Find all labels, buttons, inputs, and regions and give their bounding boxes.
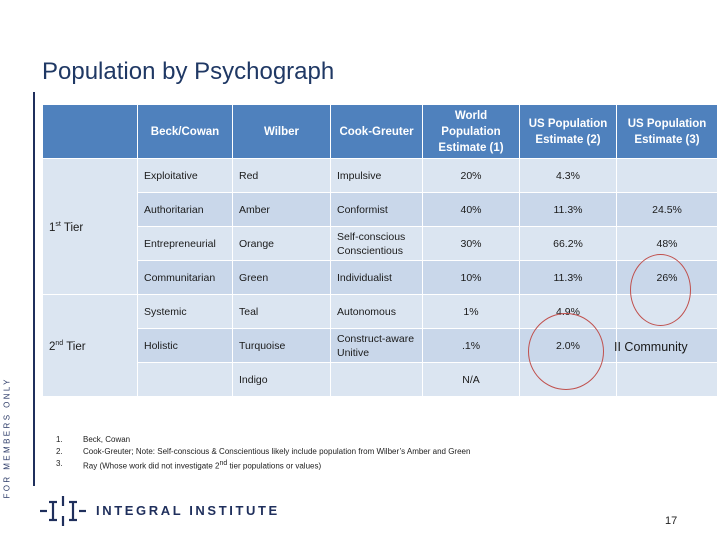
header-row [43, 105, 718, 159]
table-cell: Autonomous [331, 295, 423, 329]
table-row [43, 295, 718, 329]
table-cell: Amber [233, 193, 331, 227]
table-cell: Exploitative [138, 159, 233, 193]
table-cell [617, 159, 718, 193]
table-cell: Green [233, 261, 331, 295]
table-cell: Impulsive [331, 159, 423, 193]
footnote: 1. Beck, Cowan [56, 435, 131, 444]
table-cell: 11.3% [520, 261, 617, 295]
table-cell: Teal [233, 295, 331, 329]
table-cell: N/A [423, 363, 520, 397]
brand-name: INTEGRAL INSTITUTE [96, 503, 280, 518]
table-cell: Indigo [233, 363, 331, 397]
table-cell: 30% [423, 227, 520, 261]
table-row [43, 363, 718, 397]
table-cell: .1% [423, 329, 520, 363]
table-cell: 26% [617, 261, 718, 295]
table-cell: Holistic [138, 329, 233, 363]
header-cell: US Population Estimate (3) [617, 105, 718, 159]
table-cell: Construct-aware Unitive [331, 329, 423, 363]
footnotes [56, 434, 470, 473]
highlight-circle [630, 254, 691, 326]
header-cell: US Population Estimate (2) [520, 105, 617, 159]
table-row [43, 227, 718, 261]
header-cell [43, 105, 138, 159]
header-cell: World Population Estimate (1) [423, 105, 520, 159]
table-cell: 40% [423, 193, 520, 227]
table-row [43, 261, 718, 295]
highlight-circle [528, 313, 604, 390]
footnote: 2. Cook-Greuter; Note: Self-conscious & Conscientious likely include population from Wilber’s Amber and Green [56, 447, 471, 456]
slide-title: Population by Psychograph [42, 58, 335, 85]
footnote: 3. Ray (Whose work did not investigate 2nd tier populations or values) [56, 459, 322, 471]
table-cell: Self-conscious Conscientious [331, 227, 423, 261]
table-row [43, 193, 718, 227]
table-cell: 66.2% [520, 227, 617, 261]
annotation-label: II Community [614, 340, 688, 354]
side-caption: FOR MEMBERS ONLY [2, 377, 12, 499]
table-cell: Red [233, 159, 331, 193]
table-cell: Individualist [331, 261, 423, 295]
table-row [43, 159, 718, 193]
table-cell [138, 363, 233, 397]
page-number: 17 [665, 515, 678, 527]
left-rule [33, 92, 35, 486]
table-cell: 1% [423, 295, 520, 329]
table-cell: 20% [423, 159, 520, 193]
table-cell: Conformist [331, 193, 423, 227]
header-cell: Beck/Cowan [138, 105, 233, 159]
table-cell: Turquoise [233, 329, 331, 363]
integral-logo-icon [40, 494, 86, 528]
table-cell: Authoritarian [138, 193, 233, 227]
table-cell: 10% [423, 261, 520, 295]
header-cell: Cook-Greuter [331, 105, 423, 159]
table-cell: Orange [233, 227, 331, 261]
tier-label: 1st Tier [43, 159, 138, 295]
table-cell [331, 363, 423, 397]
table-cell: Systemic [138, 295, 233, 329]
table-cell: 4.3% [520, 159, 617, 193]
tier-label: 2nd Tier [43, 295, 138, 397]
table-cell: Communitarian [138, 261, 233, 295]
table-cell: 24.5% [617, 193, 718, 227]
table-cell: Entrepreneurial [138, 227, 233, 261]
table-cell [617, 363, 718, 397]
table-cell: 4.9% [520, 295, 617, 329]
table-cell: 11.3% [520, 193, 617, 227]
header-cell: Wilber [233, 105, 331, 159]
table-cell: 48% [617, 227, 718, 261]
table-cell: 2.0% [520, 329, 617, 363]
